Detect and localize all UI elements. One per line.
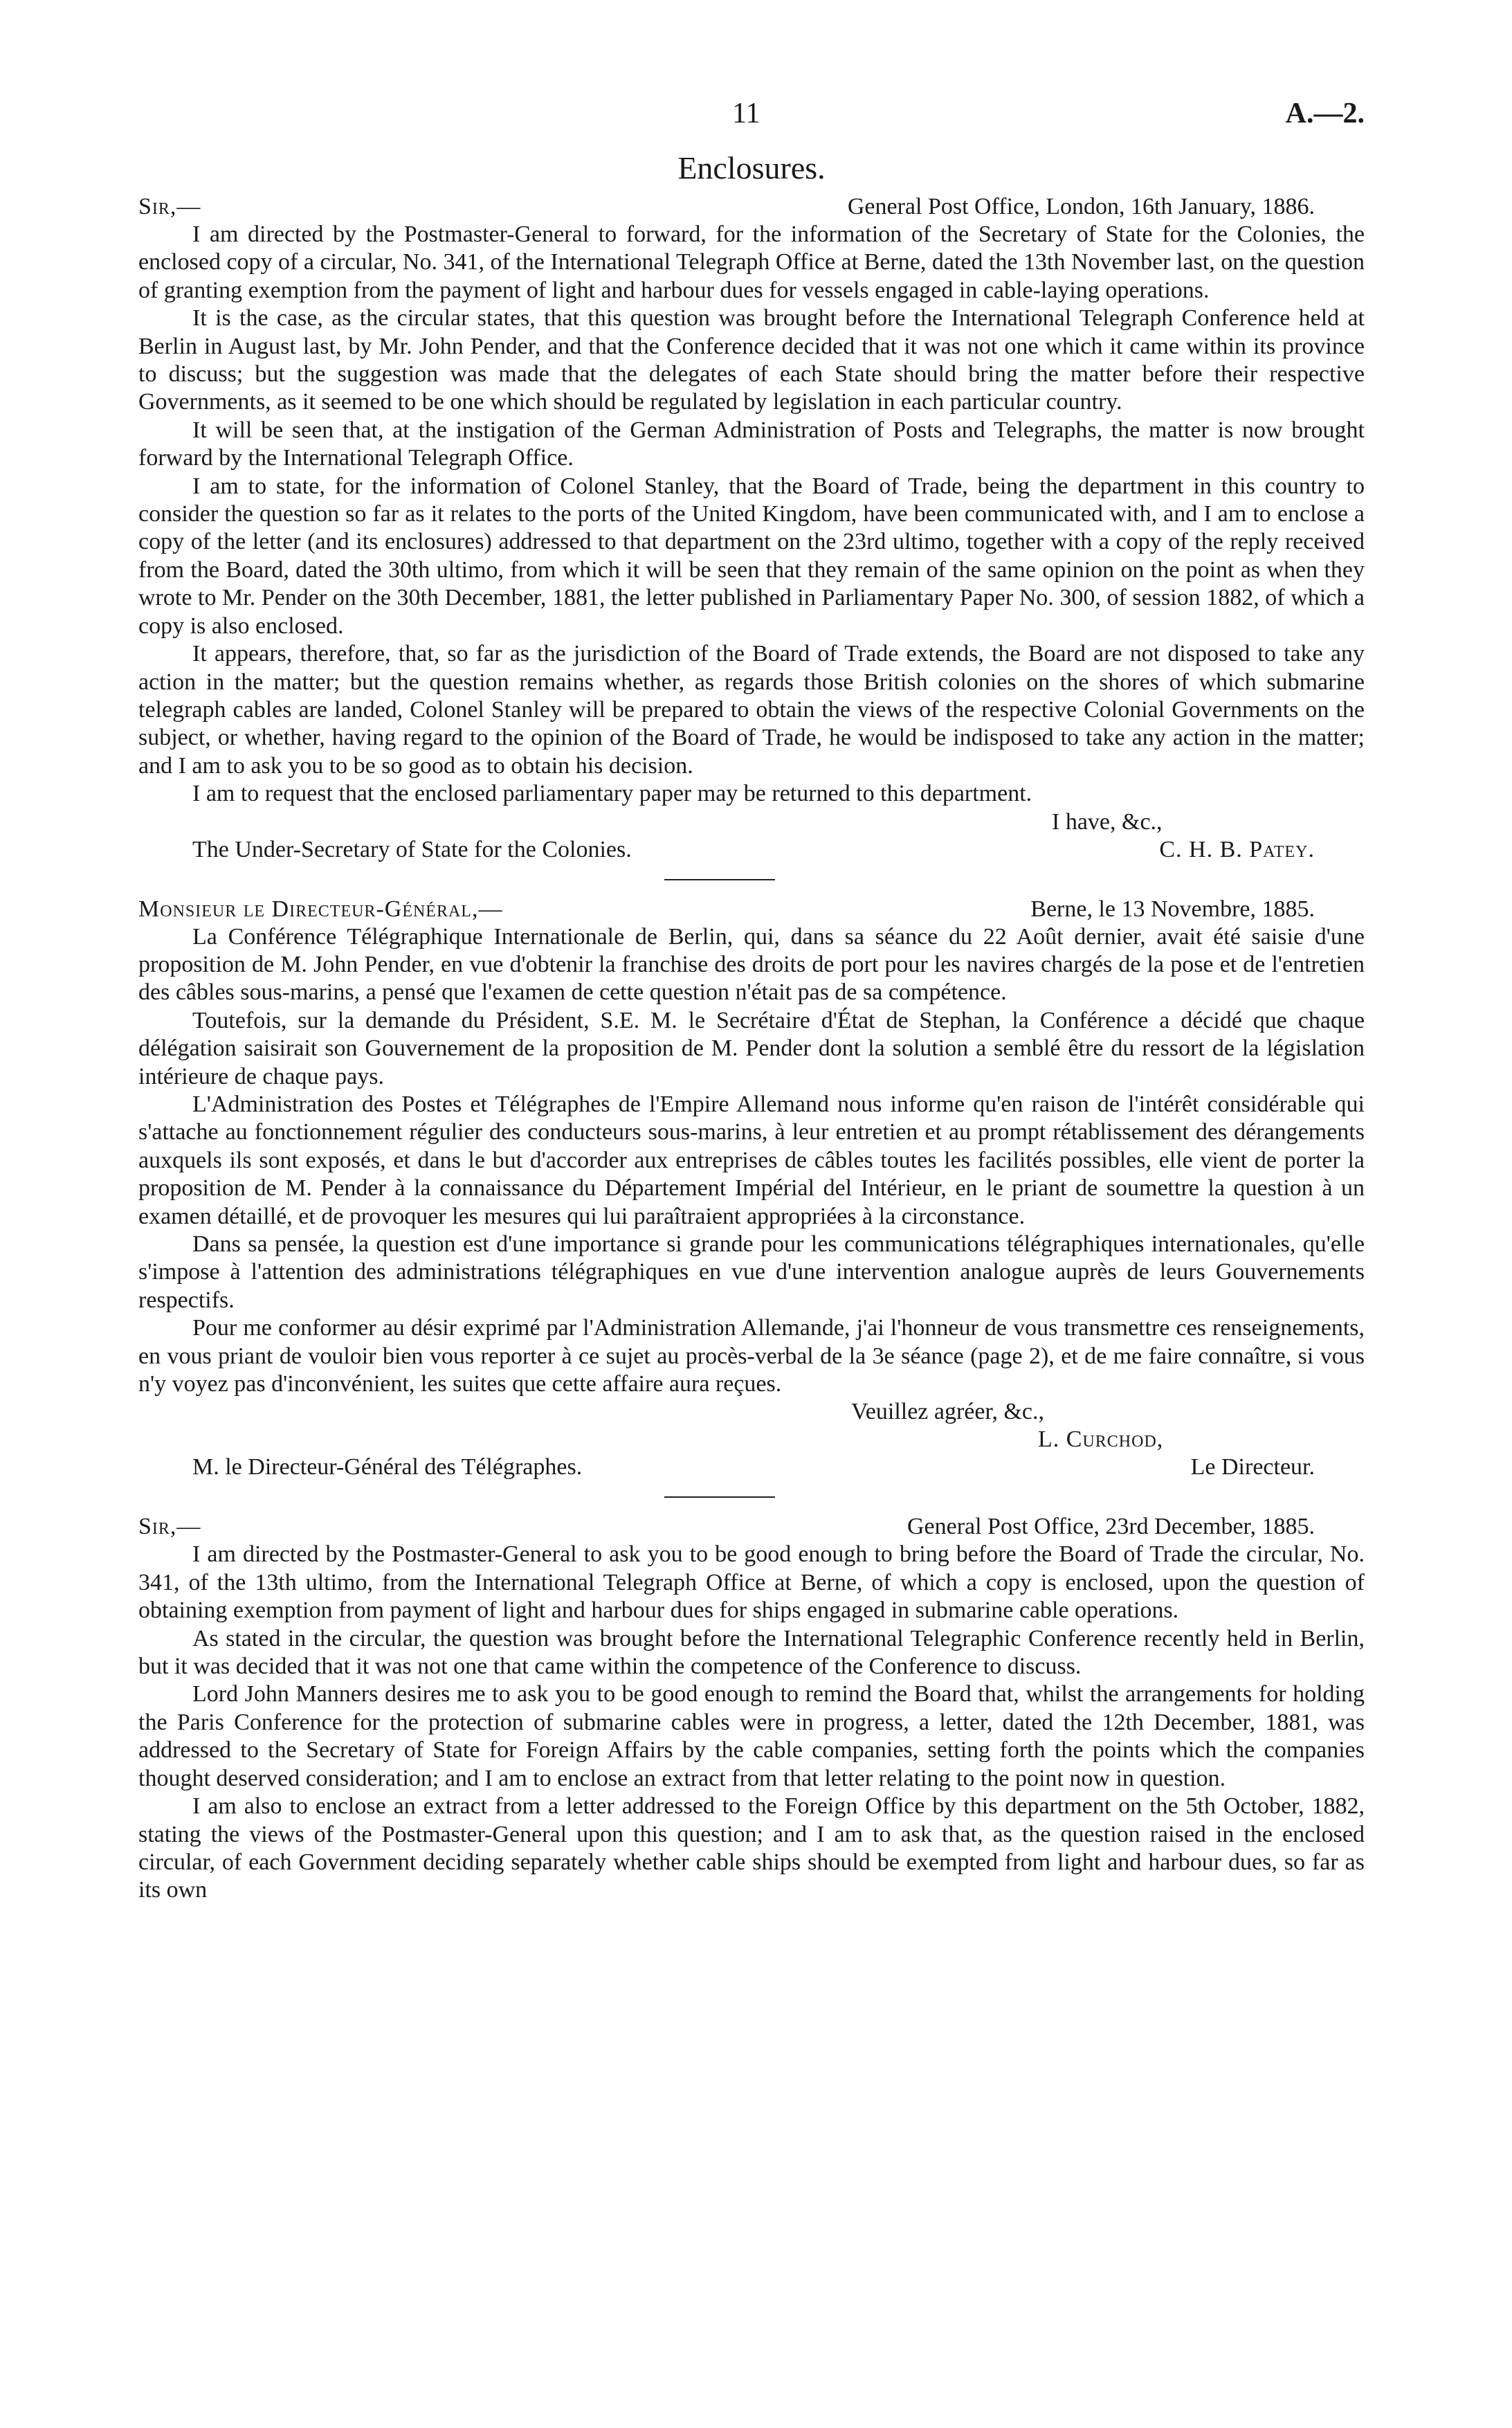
- document-page: [138, 97, 1365, 1905]
- addressee: The Under-Secretary of State for the Colonies.: [192, 836, 632, 862]
- closing-row: [138, 1398, 1365, 1426]
- paragraph: I am to state, for the information of Colonel Stanley, that the Board of Trade, being the department in this country to consider the question so far as it relates to the ports of the United Kingdom, have been communicated with, and I am to enclose a copy of the letter (and its enclosures) addressed to that department on the 23rd ultimo, together with a copy of the reply received from the Board, dated the 30th ultimo, from which it will be seen that they remain of the same opinion on the point as when they wrote to Mr. Pender on the 30th December, 1881, the letter published in Parliamentary Paper No. 300, of session 1882, of which a copy is also enclosed.: [138, 473, 1365, 639]
- addressee: M. le Directeur-Général des Télégraphes.: [192, 1454, 583, 1480]
- paragraph: La Conférence Télégraphique Internationale de Berlin, qui, dans sa séance du 22 Août dernier, avait été saisie d'une proposition de M. John Pender, en vue d'obtenir la franchise des droits de port pour les navires chargés de la pose et de l'entretien des câbles sous-marins, a pensé que l'examen de cette question n'était pas de sa compétence.: [138, 923, 1365, 1006]
- paragraph: L'Administration des Postes et Télégraphes de l'Empire Allemand nous informe qu'en raison de l'intérêt considérable qui s'attache au fonctionnement régulier des conducteurs sous-marins, à leur entretien et au prompt rétablissement des dérangements auxquels ils sont exposés, et dans le but d'accorder aux entreprises de câbles toutes les facilités possibles, elle vient de porter la proposition de M. Pender à la connaissance du Département Impérial del Intérieur, en le priant de soumettre la question à un examen détaillé, et de provoquer les mesures qui lui paraîtraient appropriées à la circonstance.: [138, 1091, 1365, 1229]
- place-date: Berne, le 13 Novembre, 1885.: [1030, 896, 1315, 922]
- paragraph: Lord John Manners desires me to ask you to be good enough to remind the Board that, whilst the arrangements for holding the Paris Conference for the protection of submarine cables were in progress, a letter, dated the 12th December, 1881, was addressed to the Secretary of State for Foreign Affairs by the cable companies, setting forth the points which the companies thought deserved consideration; and I am to enclose an extract from that letter relating to the point now in question.: [138, 1681, 1365, 1791]
- closing: I have, &c.,: [1052, 808, 1163, 835]
- divider-rule: [664, 1496, 775, 1498]
- paragraph: I am directed by the Postmaster-General to ask you to be good enough to bring before the Board of Trade the circular, No. 341, of the 13th ultimo, from the International Telegraph Office at Berne, of which a copy is enclosed, upon the question of obtaining exemption from payment of light and harbour dues for ships engaged in submarine cable operations.: [138, 1541, 1365, 1624]
- paper-reference: A.—2.: [1285, 98, 1365, 129]
- paragraph: Pour me conformer au désir exprimé par l'Administration Allemande, j'ai l'honneur de vous transmettre ces renseignements, en vous priant de vouloir bien vous reporter à ce sujet au procès-verbal de la 3e séance (page 2), et de me faire connaître, si vous n'y voyez pas d'inconvénient, les suites que cette affaire aura reçues.: [138, 1315, 1365, 1397]
- addressee-row: [138, 1453, 1365, 1481]
- paragraph: Toutefois, sur la demande du Président, S.E. M. le Secrétaire d'État de Stephan, la Conférence a décidé que chaque délégation saisirait son Gouvernement de la proposition de M. Pender dont la solution a semblé être du ressort de la législation intérieure de chaque pays.: [138, 1007, 1365, 1089]
- paragraph: I am also to enclose an extract from a letter addressed to the Foreign Office by this department on the 5th October, 1882, stating the views of the Postmaster-General upon this question; and I am to ask that, as the question raised in the enclosed circular, of each Government deciding separately whether cable ships should be exempted from light and harbour dues, so far as its own: [138, 1793, 1365, 1903]
- divider-rule: [664, 879, 775, 880]
- page-number: 11: [732, 98, 760, 129]
- letter-1-heading: [138, 193, 1365, 221]
- paragraph: I am to request that the enclosed parliamentary paper may be returned to this department.: [192, 781, 1032, 807]
- paragraph: It will be seen that, at the instigation of the German Administration of Posts and Telegraphs, the matter is now brought forward by the International Telegraph Office.: [138, 417, 1365, 471]
- letter-2-heading: [138, 896, 1365, 923]
- signature: L. Curchod,: [1038, 1426, 1164, 1453]
- closing-row: [138, 808, 1365, 836]
- paragraph: I am directed by the Postmaster-General to forward, for the information of the Secretary of State for the Colonies, the enclosed copy of a circular, No. 341, of the International Telegraph Office at Berne, dated the 13th November last, on the question of granting exemption from the payment of light and harbour dues for vessels engaged in cable-laying operations.: [138, 221, 1365, 303]
- salutation: Sir,—: [138, 1514, 201, 1540]
- signature-row: [138, 1426, 1365, 1453]
- signatory-title: Le Directeur.: [1190, 1454, 1315, 1480]
- place-date: General Post Office, 23rd December, 1885.: [907, 1514, 1315, 1540]
- paragraph: It is the case, as the circular states, that this question was brought before the International Telegraph Conference held at Berlin in August last, by Mr. John Pender, and that the Conference decided that it was not one which it came within its province to discuss; but the suggestion was made that the delegates of each State should bring the matter before their respective Governments, as it seemed to be one which should be regulated by legislation in each particular country.: [138, 305, 1365, 415]
- section-title: Enclosures.: [677, 150, 826, 185]
- paragraph: Dans sa pensée, la question est d'une importance si grande pour les communications télégraphiques internationales, qu'elle s'impose à l'attention des administrations télégraphiques en vue d'une intervention analogue auprès de leurs Gouvernements respectifs.: [138, 1231, 1365, 1313]
- paragraph: It appears, therefore, that, so far as the jurisdiction of the Board of Trade extends, the Board are not disposed to take any action in the matter; but the question remains whether, as regards those British colonies on the shores of which submarine telegraph cables are landed, Colonel Stanley will be prepared to obtain the views of the respective Colonial Governments on the subject, or whether, having regard to the opinion of the Board of Trade, he would be indisposed to take any action in the matter; and I am to ask you to be so good as to obtain his decision.: [138, 641, 1365, 779]
- salutation: Monsieur le Directeur-Général,—: [138, 896, 503, 922]
- closing: Veuillez agréer, &c.,: [851, 1399, 1044, 1425]
- letter-3-heading: [138, 1513, 1365, 1541]
- signature-row: [138, 836, 1365, 864]
- letter-2: [138, 896, 1365, 1482]
- salutation: Sir,—: [138, 194, 201, 219]
- signature: C. H. B. Patey.: [1159, 836, 1315, 862]
- place-date: General Post Office, London, 16th January, 1886.: [847, 194, 1315, 219]
- letter-1: [138, 193, 1365, 864]
- paragraph: As stated in the circular, the question was brought before the International Telegraphic Conference recently held in Berlin, but it was decided that it was not one that came within the competence of the Conference to discuss.: [138, 1625, 1365, 1680]
- letter-3: [138, 1513, 1365, 1904]
- page-header: [138, 97, 1365, 145]
